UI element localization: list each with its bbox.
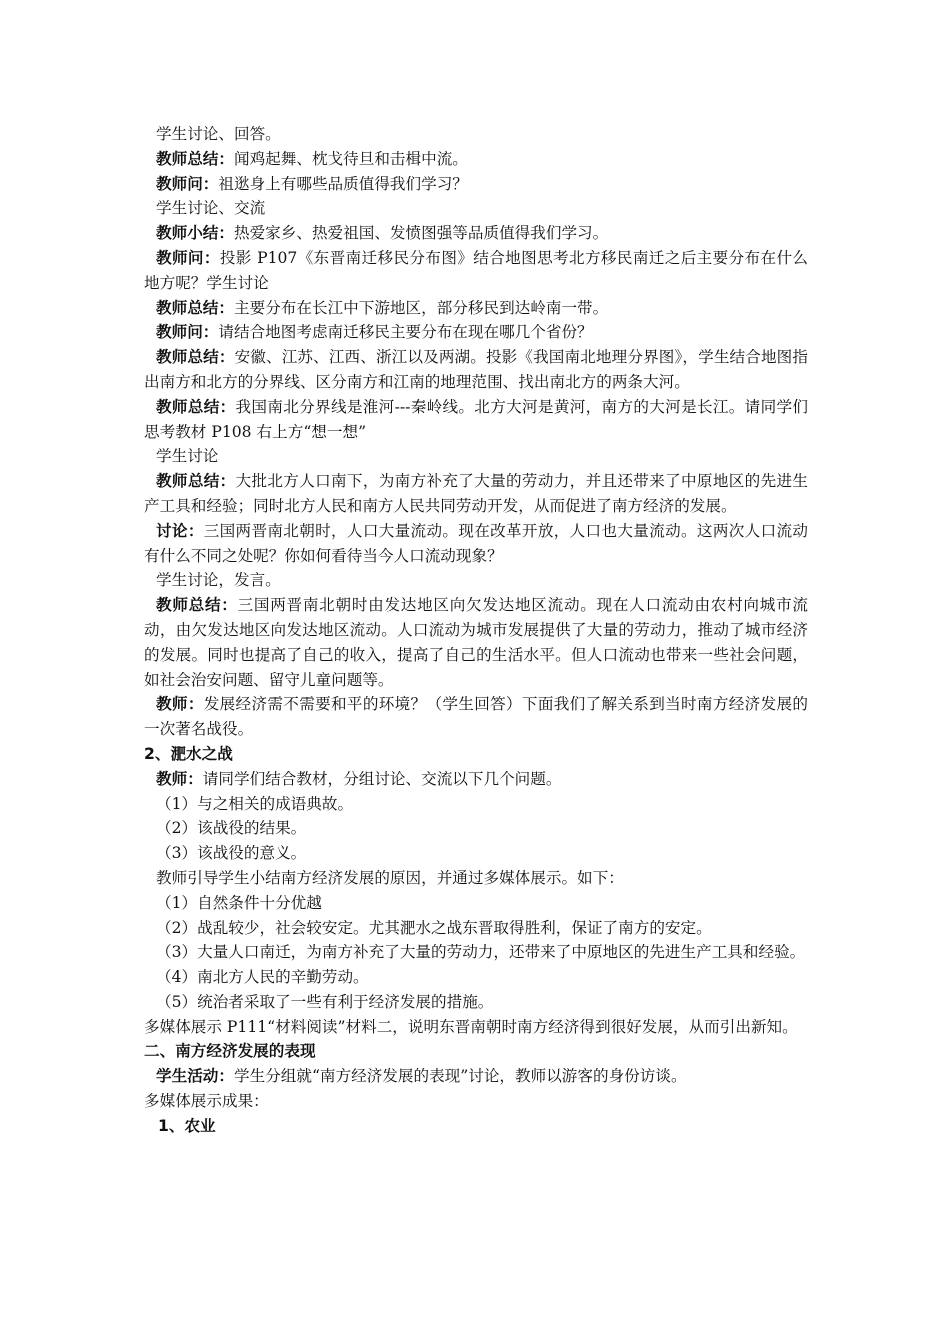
paragraph-label: 教师： (156, 769, 203, 788)
paragraph-text: 闻鸡起舞、枕戈待旦和击楫中流。 (233, 149, 468, 168)
paragraph-text: 安徽、江苏、江西、浙江以及两湖。投影《我国南北地理分界图》，学生结合地图指出南方和北方的分界线、区分南方和江南的地理范围、找出南北方的两条大河。 (144, 348, 808, 391)
list-item: （1）与之相关的成语典故。 (156, 794, 354, 813)
paragraph: 教师引导学生小结南方经济发展的原因，并通过多媒体展示。如下： (156, 868, 624, 887)
paragraph-text: 三国两晋南北朝时由发达地区向欠发达地区流动。现在人口流动由农村向城市流动，由欠发达地区向发达地区流动。人口流动为城市发展提供了大量的劳动力，推动了城市经济的发展。同时也提高了自己的收入，提高了自己的生活水平。但人口流动也带来一些社会问题，如社会治安问题、留守儿童问题等。 (144, 596, 808, 689)
paragraph: 多媒体展示成果： (144, 1092, 269, 1111)
paragraph-label: 学生活动： (156, 1067, 234, 1086)
paragraph-text: 学生讨论、交流 (156, 199, 266, 218)
paragraph-label: 教师问： (156, 174, 219, 193)
paragraph-label: 教师总结： (156, 472, 236, 491)
paragraph-text: 学生讨论 (156, 447, 219, 466)
paragraph (144, 122, 808, 147)
paragraph (144, 519, 808, 569)
paragraph: 多媒体展示 P111“材料阅读”材料二，说明东晋南朝时南方经济得到很好发展，从而引出新知。 (144, 1017, 798, 1036)
paragraph-text: 我国南北分界线是淮河---秦岭线。北方大河是黄河，南方的大河是长江。请同学们思考教材 P108 右上方“想一想” (144, 397, 808, 441)
paragraph-text: 主要分布在长江中下游地区，部分移民到达岭南一带。 (233, 298, 609, 317)
paragraph (144, 469, 808, 519)
list-item: （4）南北方人民的辛勤劳动。 (156, 968, 369, 987)
sub-heading-agriculture: 1、农业 (158, 1116, 216, 1135)
paragraph-text: 三国两晋南北朝时，人口大量流动。现在改革开放，人口也大量流动。这两次人口流动有什么不同之处呢？你如何看待当今人口流动现象？ (144, 521, 808, 565)
paragraph-text: 请同学们结合教材，分组讨论、交流以下几个问题。 (202, 769, 562, 788)
paragraph (144, 395, 808, 445)
paragraph-label: 教师小结： (156, 224, 234, 243)
paragraph (144, 1064, 808, 1089)
paragraph (144, 320, 808, 345)
paragraph (144, 196, 808, 221)
paragraph-label: 教师问： (156, 323, 219, 342)
paragraph (144, 345, 808, 395)
paragraph-text: 祖逖身上有哪些品质值得我们学习？ (218, 174, 468, 193)
paragraph-text: 学生讨论、回答。 (156, 125, 281, 143)
list-item: （3）该战役的意义。 (156, 844, 307, 863)
paragraph (144, 246, 808, 296)
paragraph-text: 请结合地图考虑南迁移民主要分布在现在哪几个省份？ (218, 323, 593, 342)
paragraph-text: 学生分组就“南方经济发展的表现”讨论，教师以游客的身份访谈。 (233, 1067, 687, 1086)
section-heading-feishui: 2、淝水之战 (144, 744, 233, 763)
paragraph (144, 593, 808, 692)
paragraph (144, 767, 808, 792)
paragraph-label: 教师总结： (156, 596, 238, 615)
paragraph-label: 教师总结： (156, 348, 235, 367)
paragraph-label: 教师问： (156, 248, 220, 267)
paragraph-text: 学生讨论，发言。 (156, 571, 281, 590)
list-item: （1）自然条件十分优越 (156, 893, 322, 912)
paragraph (144, 147, 808, 172)
paragraph (144, 296, 808, 321)
paragraph (144, 221, 808, 246)
paragraph-label: 教师： (156, 695, 204, 714)
paragraph (144, 692, 808, 742)
list-item: （5）统治者采取了一些有利于经济发展的措施。 (156, 992, 494, 1011)
section-heading-two: 二、南方经济发展的表现 (144, 1042, 316, 1061)
paragraph (144, 568, 808, 593)
list-item: （3）大量人口南迁，为南方补充了大量的劳动力，还带来了中原地区的先进生产工具和经验。 (156, 943, 806, 962)
list-item: （2）该战役的结果。 (156, 819, 307, 838)
paragraph-text: 大批北方人口南下，为南方补充了大量的劳动力，并且还带来了中原地区的先进生产工具和经验；同时北方人民和南方人民共同劳动开发，从而促进了南方经济的发展。 (144, 472, 808, 515)
list-item: （2）战乱较少，社会较安定。尤其淝水之战东晋取得胜利，保证了南方的安定。 (156, 918, 712, 937)
paragraph-text: 投影 P107《东晋南迁移民分布图》结合地图思考北方移民南迁之后主要分布在什么地方呢？学生讨论 (144, 248, 808, 292)
paragraph-text: 热爱家乡、热爱祖国、发愤图强等品质值得我们学习。 (233, 224, 609, 243)
paragraph-label: 教师总结： (156, 298, 234, 317)
paragraph (144, 444, 808, 469)
paragraph-text: 发展经济需不需要和平的环境？（学生回答）下面我们了解关系到当时南方经济发展的一次著名战役。 (144, 695, 808, 739)
paragraph-label: 教师总结： (156, 149, 234, 168)
paragraph-label: 教师总结： (156, 397, 236, 416)
paragraph (144, 172, 808, 197)
document-body (144, 122, 808, 1139)
paragraph-label: 讨论： (156, 521, 204, 540)
